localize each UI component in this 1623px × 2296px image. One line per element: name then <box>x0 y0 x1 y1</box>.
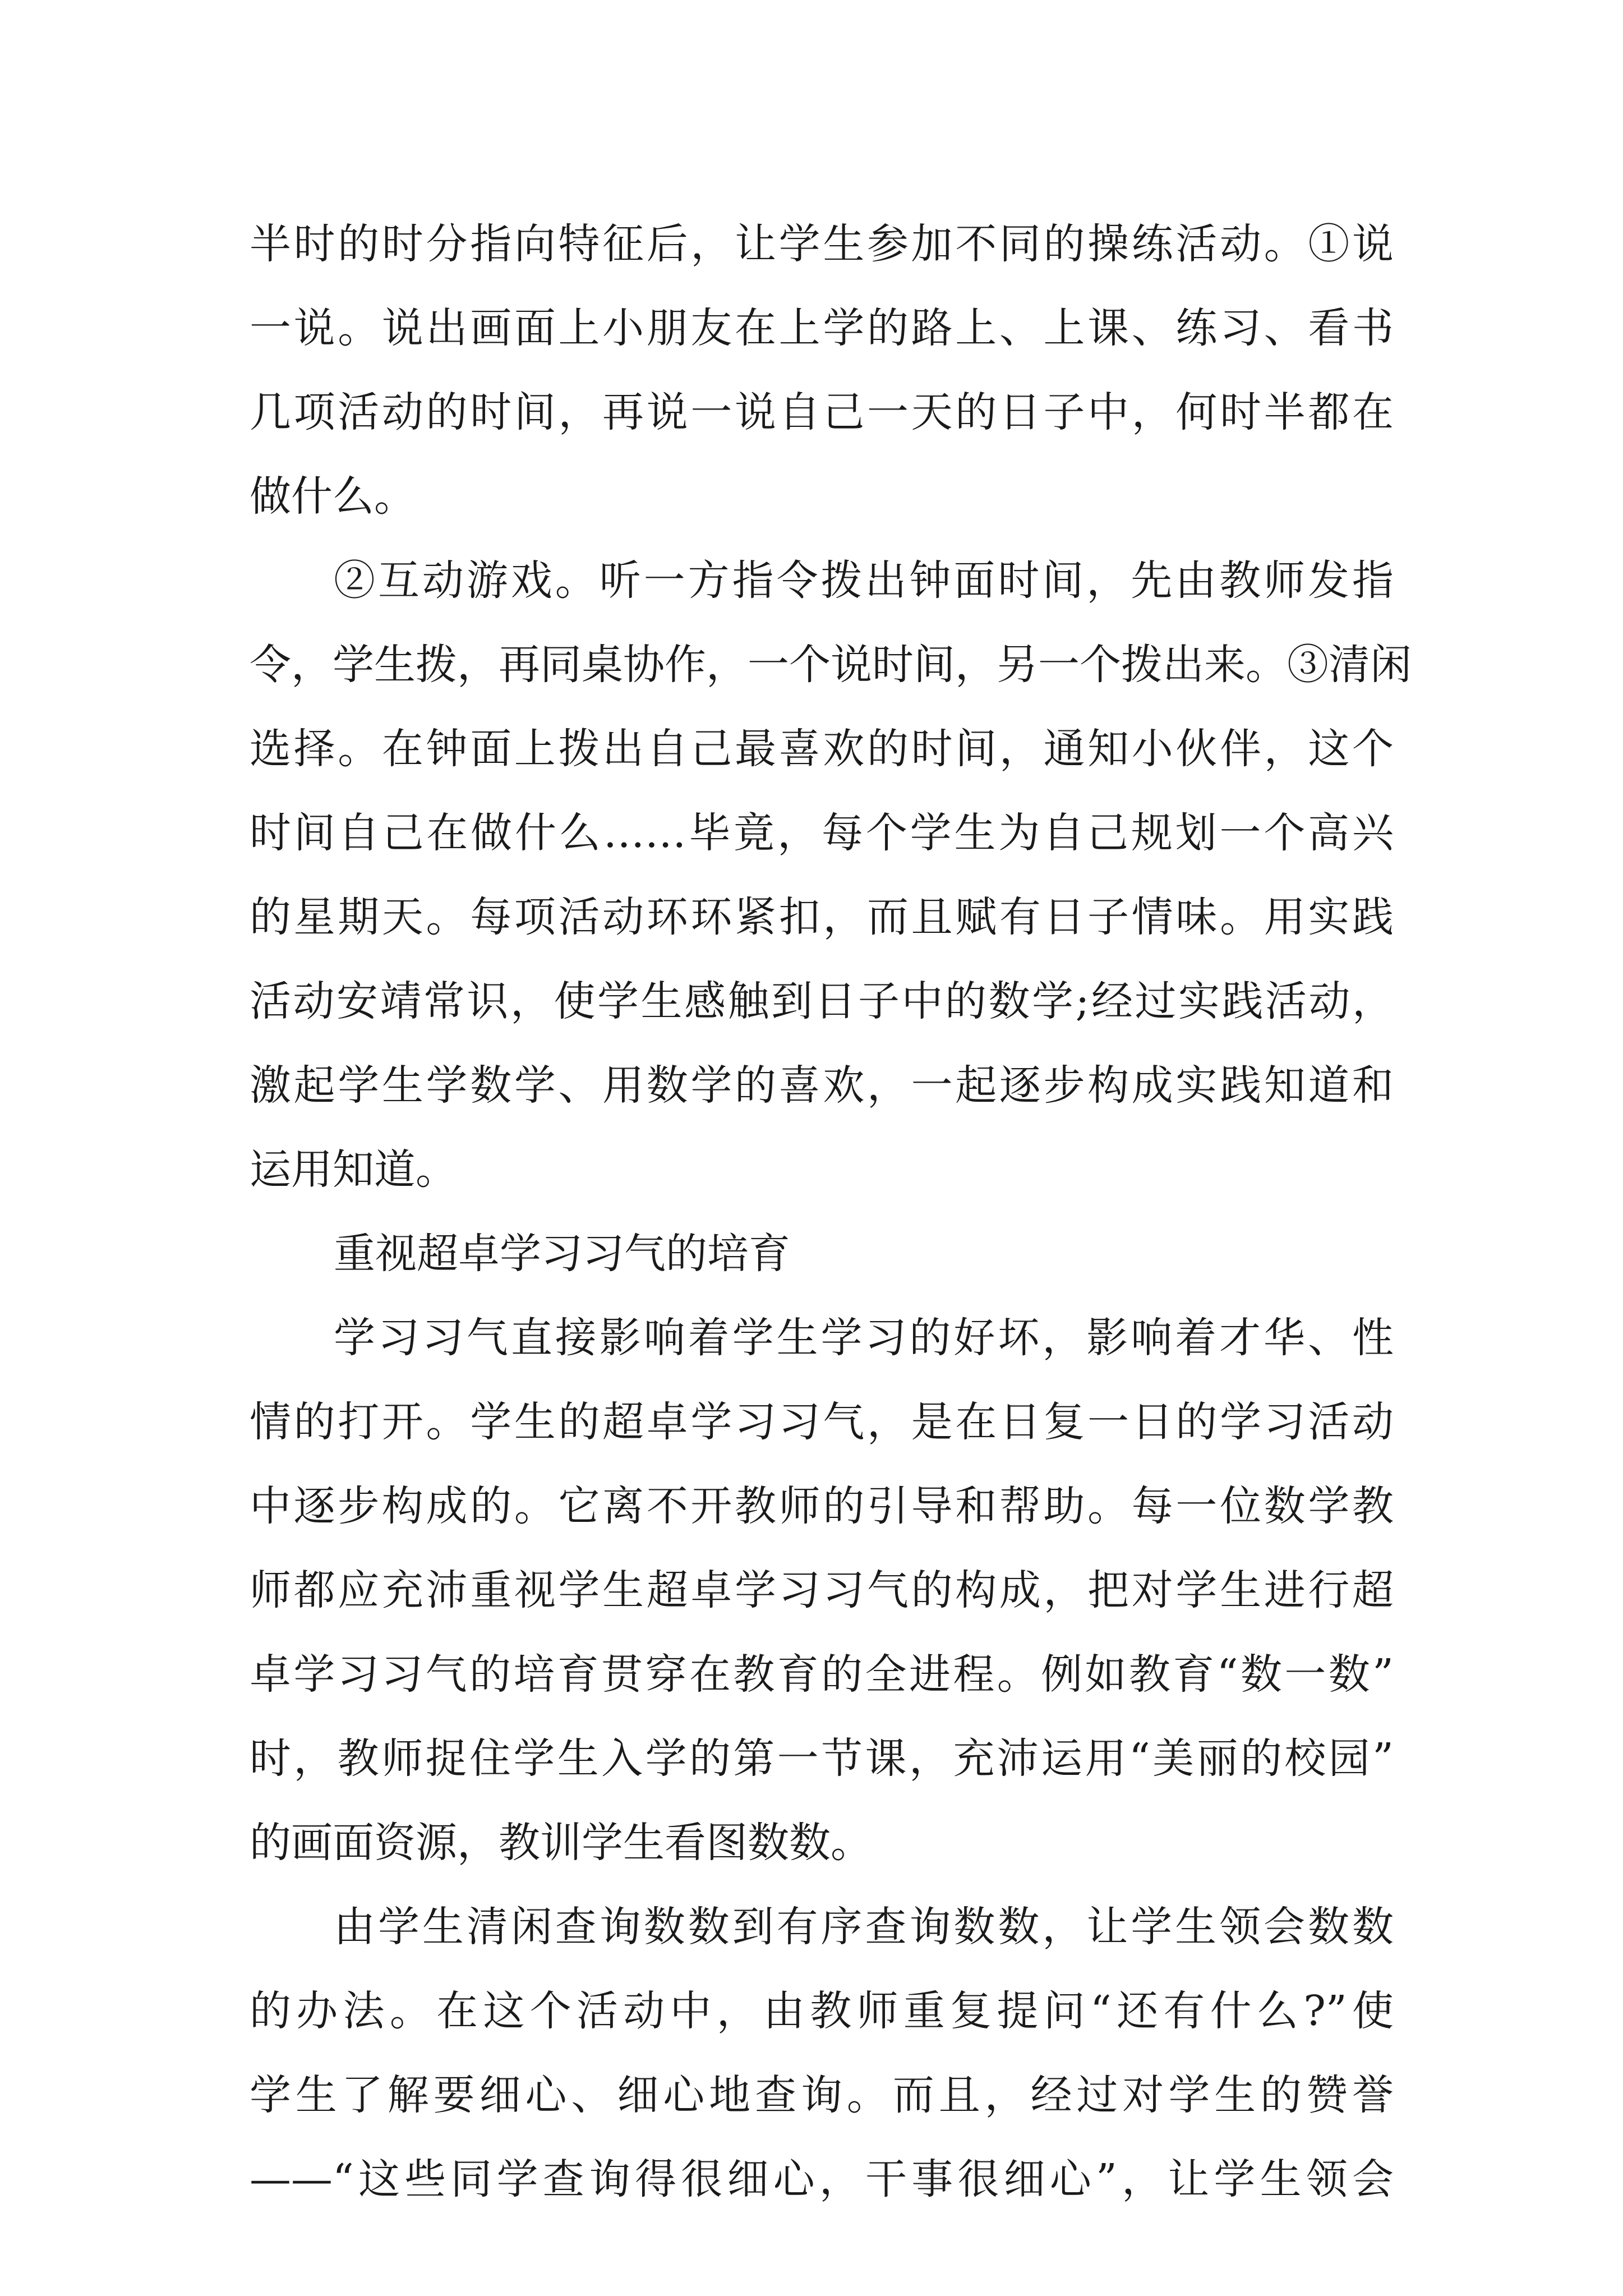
paragraph-line: 的办法。在这个活动中，由教师重复提问“还有什么?”使 <box>250 1987 1394 2035</box>
paragraph-line: 时间自己在做什么……毕竟，每个学生为自己规划一个高兴 <box>250 809 1394 857</box>
paragraph-line: 活动安靖常识，使学生感触到日子中的数学;经过实践活动， <box>250 977 1394 1025</box>
paragraph-line: 师都应充沛重视学生超卓学习习气的构成，把对学生进行超 <box>250 1566 1394 1614</box>
paragraph-line: 学生了解要细心、细心地查询。而且，经过对学生的赞誉 <box>250 2071 1394 2119</box>
paragraph-line: 情的打开。学生的超卓学习习气，是在日复一日的学习活动 <box>250 1398 1394 1446</box>
paragraph-line: ②互动游戏。听一方指令拨出钟面时间，先由教师发指 <box>334 556 1394 605</box>
paragraph-line: 时，教师捉住学生入学的第一节课，充沛运用“美丽的校园” <box>250 1734 1394 1783</box>
paragraph-line: 的画面资源，教训学生看图数数。 <box>250 1819 872 1867</box>
paragraph-line: 中逐步构成的。它离不开教师的引导和帮助。每一位数学教 <box>250 1482 1394 1530</box>
body-text <box>250 202 1412 2221</box>
section-heading: 重视超卓学习习气的培育 <box>334 1230 790 1278</box>
paragraph-line: 令，学生拨，再同桌协作，一个说时间，另一个拨出来。③清闲 <box>250 641 1412 689</box>
paragraph-line: 一说。说出画面上小朋友在上学的路上、上课、练习、看书 <box>250 304 1394 352</box>
paragraph-line: 做什么。 <box>250 472 416 521</box>
paragraph-line: ——“这些同学查询得很细心，干事很细心”，让学生领会 <box>250 2155 1394 2203</box>
paragraph-line: 的星期天。每项活动环环紧扣，而且赋有日子情味。用实践 <box>250 893 1394 941</box>
paragraph-line: 卓学习习气的培育贯穿在教育的全进程。例如教育“数一数” <box>250 1650 1394 1699</box>
paragraph-line: 学习习气直接影响着学生学习的好坏，影响着才华、性 <box>334 1314 1394 1362</box>
paragraph-line: 半时的时分指向特征后，让学生参加不同的操练活动。①说 <box>250 220 1394 268</box>
paragraph-line: 运用知道。 <box>250 1145 457 1194</box>
paragraph-line: 由学生清闲查询数数到有序查询数数，让学生领会数数 <box>334 1903 1394 1951</box>
paragraph-line: 激起学生学数学、用数学的喜欢，一起逐步构成实践知道和 <box>250 1061 1394 1110</box>
paragraph-line: 几项活动的时间，再说一说自己一天的日子中，何时半都在 <box>250 388 1394 436</box>
paragraph-line: 选择。在钟面上拨出自己最喜欢的时间，通知小伙伴，这个 <box>250 725 1394 773</box>
